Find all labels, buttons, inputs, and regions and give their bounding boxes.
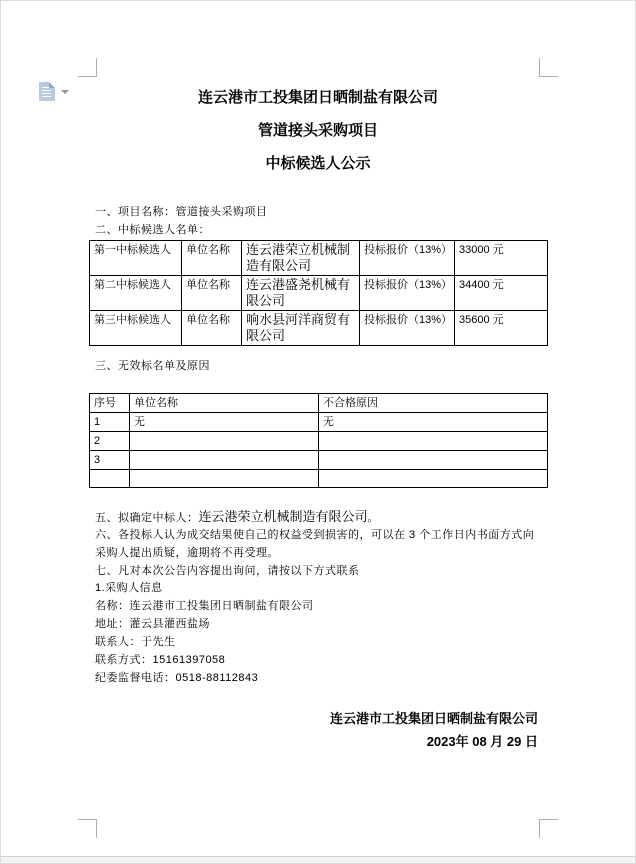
row-unit-name: 无 [130,413,319,432]
page-bottom-edge [1,856,635,863]
section-5-winner [95,508,379,527]
unit-name-label: 单位名称 [182,276,242,311]
unit-name-label: 单位名称 [182,311,242,346]
signature-company: 连云港市工投集团日晒制盐有限公司 [329,711,538,726]
candidate-row-3 [90,311,548,346]
invalid-bids-table [89,393,548,488]
section-3-invalid-bids-heading: 三、无效标名单及原因 [95,360,210,372]
candidates-table [89,240,548,346]
candidate-row-1 [90,241,548,276]
section-7-contact-intro: 七、凡对本次公告内容提出询问，请按以下方式联系 [95,565,360,577]
row-index: 2 [90,432,130,451]
candidate-company: 响水县河洋商贸有限公司 [242,311,360,346]
purchaser-name: 名称：连云港市工投集团日晒制盐有限公司 [95,600,314,612]
candidate-rank: 第一中标候选人 [90,241,182,276]
purchaser-address: 地址：灌云县灌西盐场 [95,618,210,630]
invalid-row-2 [90,432,548,451]
bid-price-label: 投标报价（13%） [360,276,455,311]
winner-company: 连云港荣立机械制造有限公司 [198,509,368,524]
margin-cropmark-top-right [539,58,558,77]
unit-name-label: 单位名称 [182,241,242,276]
invalid-row-3 [90,451,548,470]
row-reason [319,451,548,470]
purchaser-info-heading: 1.采购人信息 [95,582,163,594]
row-unit-name [130,432,319,451]
row-index [90,470,130,488]
purchaser-info-block [95,597,314,687]
candidate-row-2 [90,276,548,311]
margin-cropmark-bottom-left [78,819,97,838]
section-2-candidate-list-label: 二、中标候选人名单： [95,224,210,236]
row-unit-name [130,451,319,470]
title-notice: 中标候选人公示 [265,155,371,172]
bid-price-value: 35600 元 [455,311,548,346]
col-header-index: 序号 [90,394,130,413]
col-header-unit-name: 单位名称 [130,394,319,413]
candidate-rank: 第二中标候选人 [90,276,182,311]
invalid-table-header-row [90,394,548,413]
winner-prefix: 五、拟确定中标人： [95,512,199,524]
bid-price-value: 33000 元 [455,241,548,276]
invalid-row-4 [90,470,548,488]
winner-suffix: 。 [367,512,380,524]
invalid-row-1 [90,413,548,432]
row-reason: 无 [319,413,548,432]
bid-price-label: 投标报价（13%） [360,241,455,276]
title-project: 管道接头采购项目 [257,122,378,139]
margin-cropmark-top-left [78,58,97,77]
section-6-objection-terms: 六、各投标人认为成交结果使自己的权益受到损害的，可以在 3 个工作日内书面方式向采购人提出质疑，逾期将不再受理。 [95,529,535,559]
bid-price-value: 34400 元 [455,276,548,311]
signature-date: 2023年 08 月 29 日 [426,734,538,749]
row-reason [319,470,548,488]
col-header-reason: 不合格原因 [319,394,548,413]
section-1-project-name: 一、项目名称：管道接头采购项目 [95,206,268,218]
document-title-block [1,81,635,180]
row-index: 1 [90,413,130,432]
supervision-phone: 纪委监督电话：0518-88112843 [95,672,259,684]
signature-block [330,707,538,753]
title-company: 连云港市工投集团日晒制盐有限公司 [197,89,438,106]
margin-cropmark-bottom-right [539,819,558,838]
candidate-company: 连云港荣立机械制造有限公司 [242,241,360,276]
row-unit-name [130,470,319,488]
purchaser-contact-person: 联系人：于先生 [95,636,176,648]
row-reason [319,432,548,451]
row-index: 3 [90,451,130,470]
candidate-company: 连云港盛尧机械有限公司 [242,276,360,311]
purchaser-phone: 联系方式：15161397058 [95,654,226,666]
candidate-rank: 第三中标候选人 [90,311,182,346]
bid-price-label: 投标报价（13%） [360,311,455,346]
